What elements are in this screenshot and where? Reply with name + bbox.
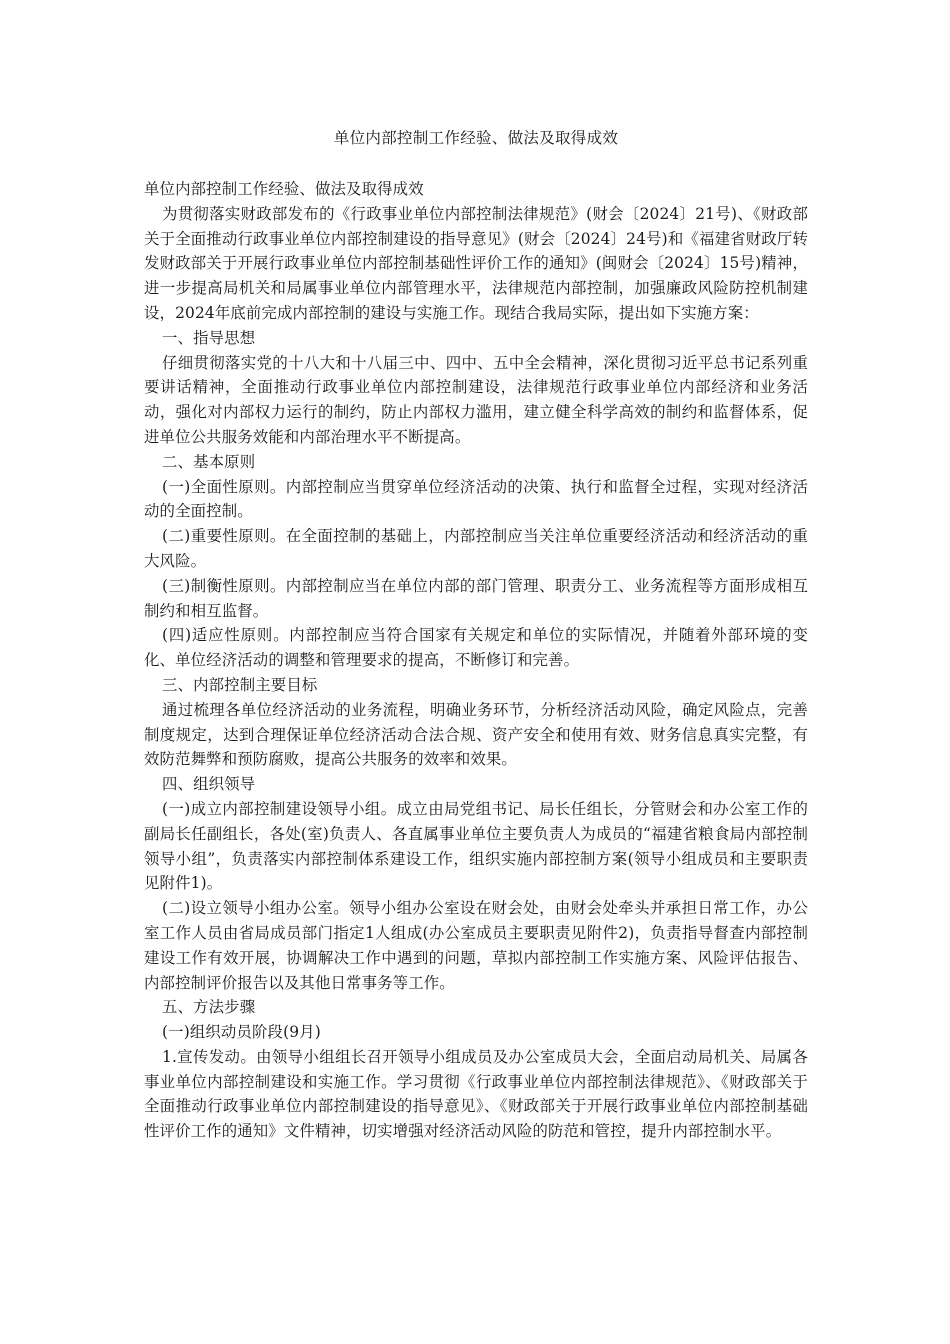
intro-paragraph: 为贯彻落实财政部发布的《行政事业单位内部控制法律规范》(财会〔2024〕21号)、《财政部关于全面推动行政事业单位内部控制建设的指导意见》(财会〔2024〕24号)和《福建省财政厅转发财政部关于开展行政事业单位内部控制基础性评价工作的通知》(闽财会〔2024〕15号)精神，进一步提高局机关和局属事业单位内部管理水平，法律规范内部控制，加强廉政风险防控机制建设，2024年底前完成内部控制的建设与实施工作。现结合我局实际，提出如下实施方案： bbox=[144, 204, 808, 322]
section-heading: 一、指导思想 bbox=[162, 328, 256, 347]
paragraph: 仔细贯彻落实党的十八大和十八届三中、四中、五中全会精神，深化贯彻习近平总书记系列重要讲话精神，全面推动行政事业单位内部控制建设，法律规范行政事业单位内部经济和业务活动，强化对内部权力运行的制约，防止内部权力滥用，建立健全科学高效的制约和监督体系，促进单位公共服务效能和内部治理水平不断提高。 bbox=[144, 353, 808, 446]
section-heading: 三、内部控制主要目标 bbox=[162, 675, 318, 694]
body-heading: 单位内部控制工作经验、做法及取得成效 bbox=[144, 180, 424, 198]
paragraph: (二)重要性原则。在全面控制的基础上，内部控制应当关注单位重要经济活动和经济活动的重大风险。 bbox=[144, 527, 808, 570]
section-heading: 四、组织领导 bbox=[162, 775, 256, 794]
paragraph: 通过梳理各单位经济活动的业务流程，明确业务环节，分析经济活动风险，确定风险点，完善制度规定，达到合理保证单位经济活动合法合规、资产安全和使用有效、财务信息真实完整，有效防范舞弊和预防腐败，提高公共服务的效率和效果。 bbox=[144, 700, 808, 769]
subsection-heading: (一)组织动员阶段(9月) bbox=[162, 1023, 321, 1042]
section-heading: 五、方法步骤 bbox=[162, 998, 256, 1017]
paragraph: (三)制衡性原则。内部控制应当在单位内部的部门管理、职责分工、业务流程等方面形成相互制约和相互监督。 bbox=[144, 576, 808, 620]
document-title: 单位内部控制工作经验、做法及取得成效 bbox=[333, 129, 619, 147]
paragraph: (一)成立内部控制建设领导小组。成立由局党组书记、局长任组长，分管财会和办公室工作的副局长任副组长，各处(室)负责人、各直属事业单位主要负责人为成员的“福建省粮食局内部控制领导小组”，负责落实内部控制体系建设工作，组织实施内部控制方案(领导小组成员和主要职责见附件1)。 bbox=[144, 799, 808, 893]
section-heading: 二、基本原则 bbox=[162, 452, 256, 471]
paragraph: (一)全面性原则。内部控制应当贯穿单位经济活动的决策、执行和监督全过程，实现对经济活动的全面控制。 bbox=[144, 477, 808, 521]
document-body bbox=[144, 177, 808, 1144]
paragraph: 1.宣传发动。由领导小组组长召开领导小组成员及办公室成员大会，全面启动局机关、局属各事业单位内部控制建设和实施工作。学习贯彻《行政事业单位内部控制法律规范》、《财政部关于全面推动行政事业单位内部控制建设的指导意见》、《财政部关于开展行政事业单位内部控制基础性评价工作的通知》文件精神，切实增强对经济活动风险的防范和管控，提升内部控制水平。 bbox=[144, 1047, 808, 1141]
paragraph: (二)设立领导小组办公室。领导小组办公室设在财会处，由财会处牵头并承担日常工作，办公室工作人员由省局成员部门指定1人组成(办公室成员主要职责见附件2)，负责指导督查内部控制建设工作有效开展，协调解决工作中遇到的问题，草拟内部控制工作实施方案、风险评估报告、内部控制评价报告以及其他日常事务等工作。 bbox=[144, 899, 808, 992]
paragraph: (四)适应性原则。内部控制应当符合国家有关规定和单位的实际情况，并随着外部环境的变化、单位经济活动的调整和管理要求的提高，不断修订和完善。 bbox=[144, 626, 808, 670]
